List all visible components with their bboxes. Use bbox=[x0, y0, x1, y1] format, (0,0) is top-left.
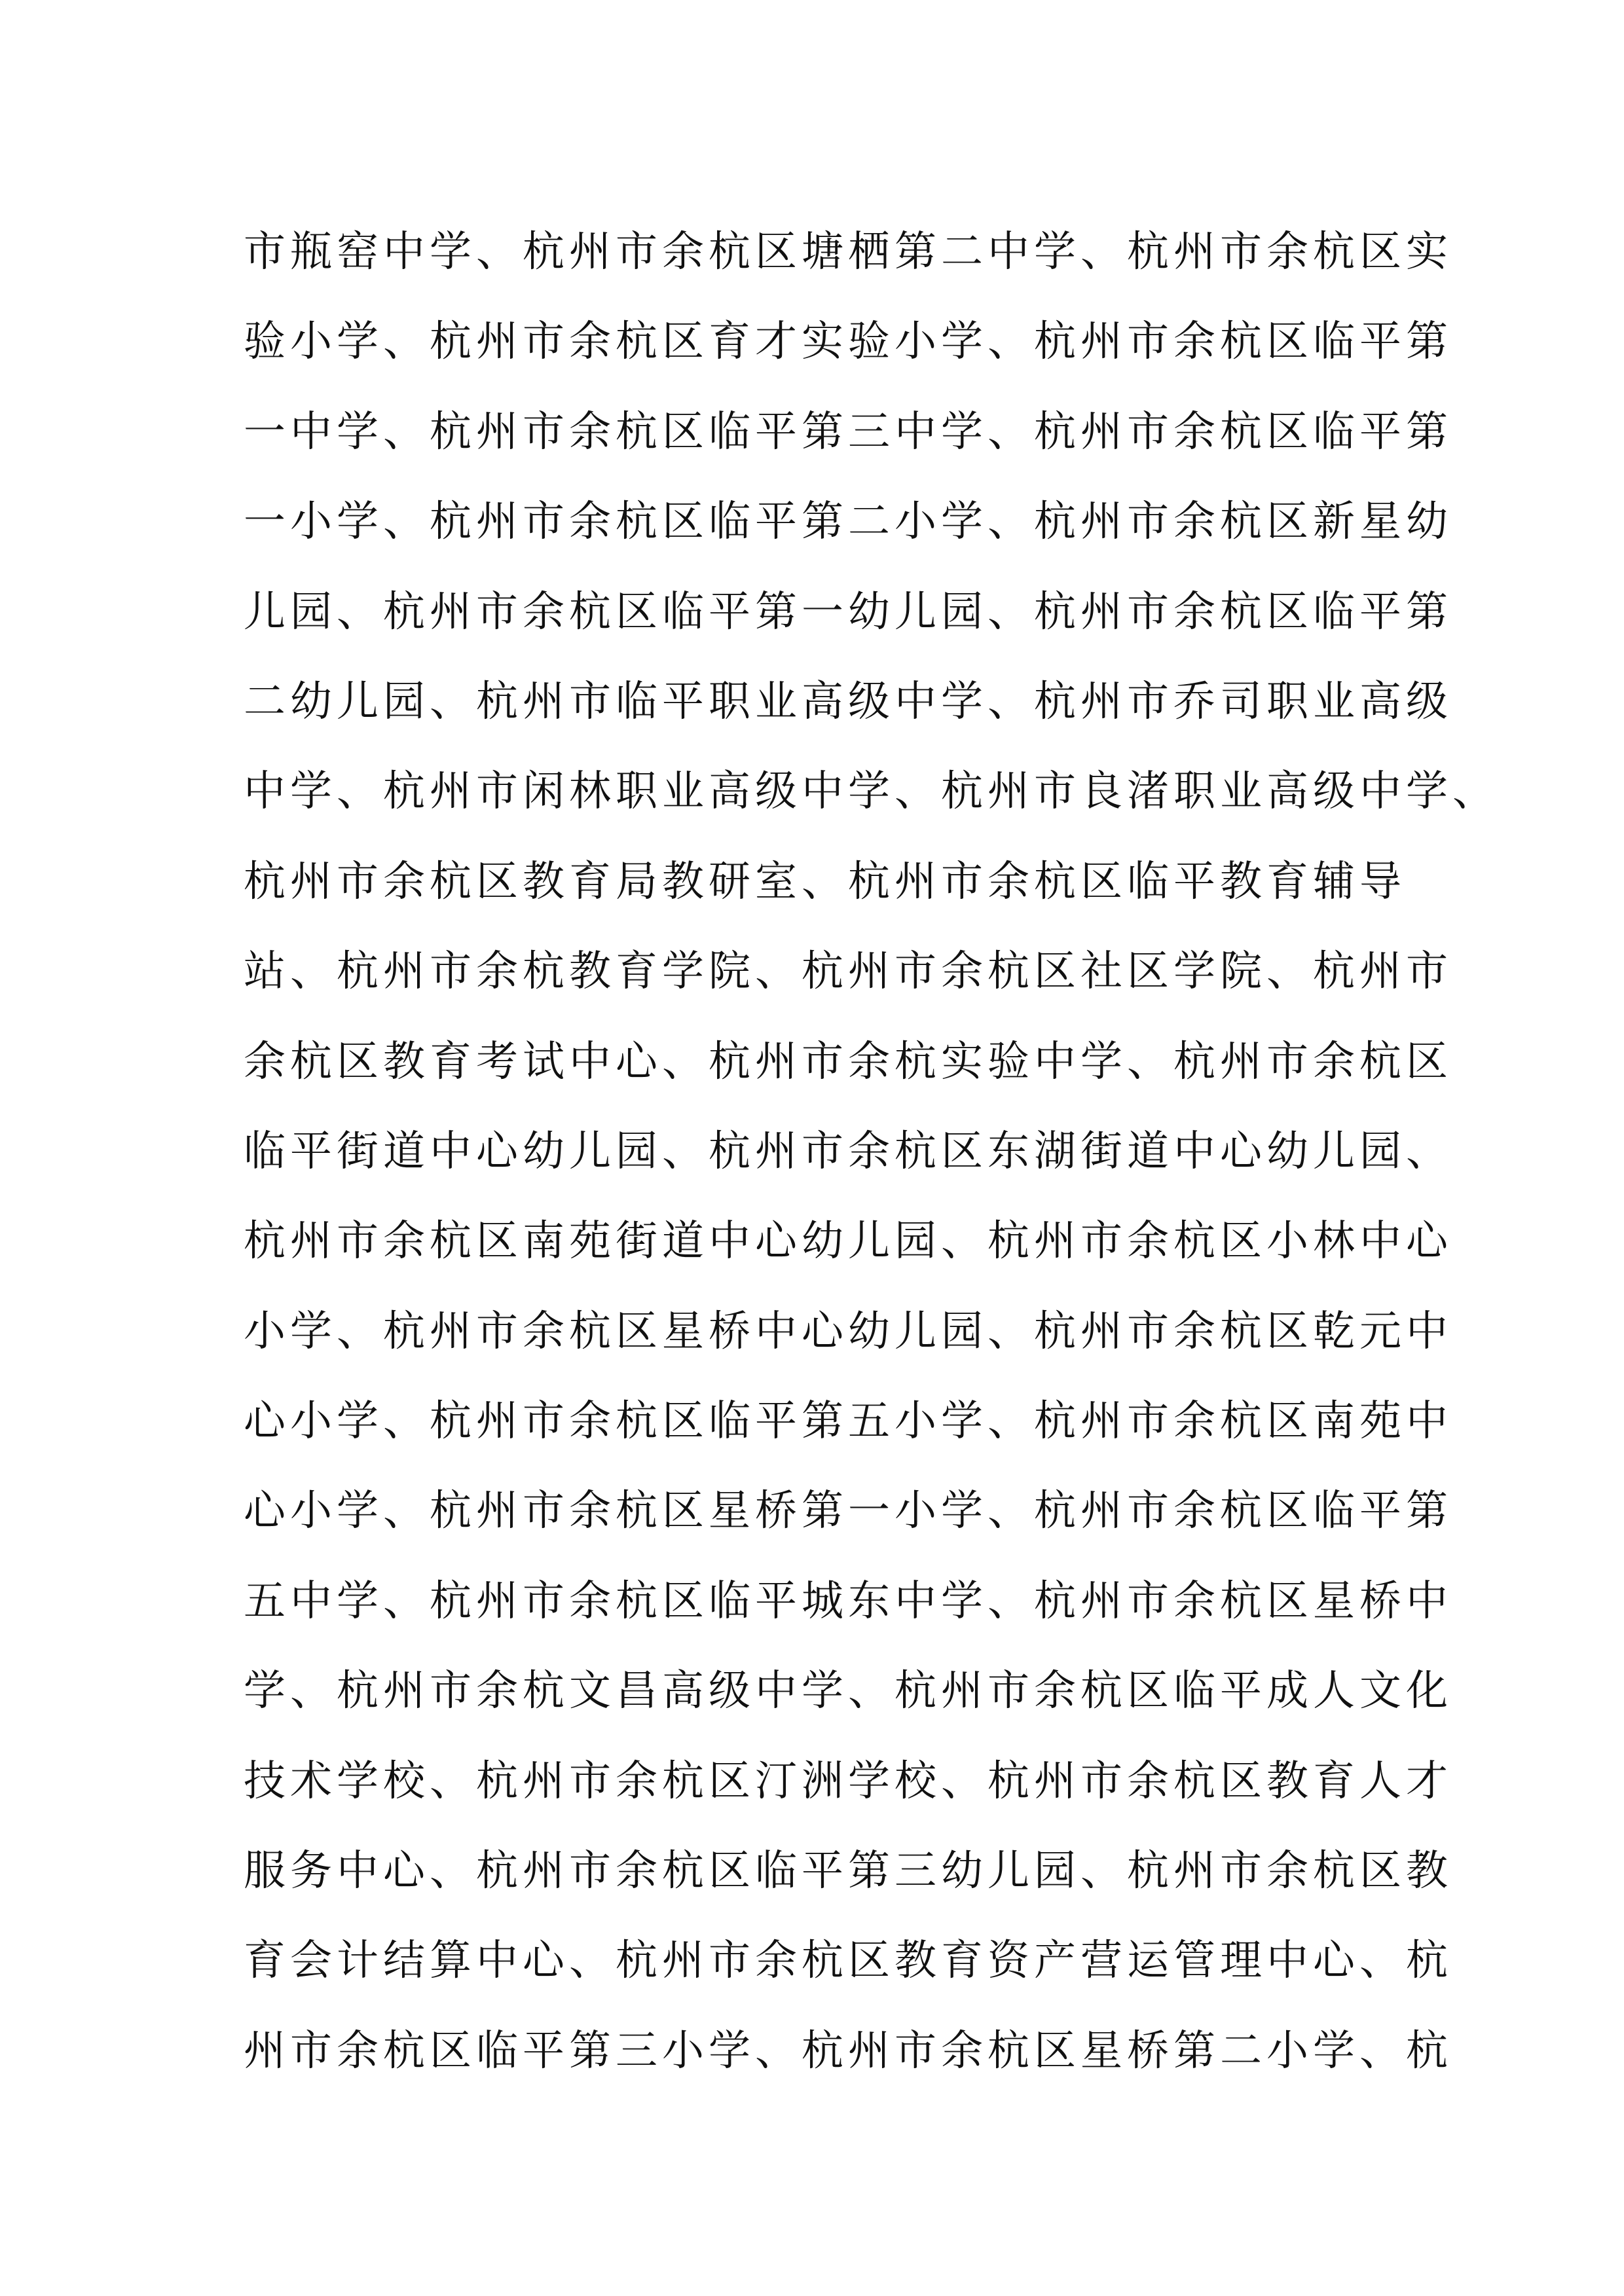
body-text bbox=[244, 208, 1499, 2096]
text-line: 学、杭州市余杭文昌高级中学、杭州市余杭区临平成人文化 bbox=[244, 1667, 1452, 1716]
text-line: 杭州市余杭区教育局教研室、杭州市余杭区临平教育辅导 bbox=[244, 857, 1406, 906]
text-line: 技术学校、杭州市余杭区汀洲学校、杭州市余杭区教育人才 bbox=[244, 1757, 1452, 1806]
text-line: 验小学、杭州市余杭区育才实验小学、杭州市余杭区临平第 bbox=[244, 318, 1452, 367]
text-line: 一小学、杭州市余杭区临平第二小学、杭州市余杭区新星幼 bbox=[244, 498, 1452, 547]
text-line: 余杭区教育考试中心、杭州市余杭实验中学、杭州市余杭区 bbox=[244, 1037, 1452, 1086]
text-line: 小学、杭州市余杭区星桥中心幼儿园、杭州市余杭区乾元中 bbox=[244, 1307, 1452, 1356]
text-line: 杭州市余杭区南苑街道中心幼儿园、杭州市余杭区小林中心 bbox=[244, 1217, 1452, 1266]
text-line: 二幼儿园、杭州市临平职业高级中学、杭州市乔司职业高级 bbox=[244, 677, 1452, 726]
text-line: 一中学、杭州市余杭区临平第三中学、杭州市余杭区临平第 bbox=[244, 407, 1452, 456]
text-line: 站、杭州市余杭教育学院、杭州市余杭区社区学院、杭州市 bbox=[244, 947, 1452, 996]
text-line: 市瓶窑中学、杭州市余杭区塘栖第二中学、杭州市余杭区实 bbox=[244, 228, 1452, 276]
text-line: 五中学、杭州市余杭区临平城东中学、杭州市余杭区星桥中 bbox=[244, 1576, 1452, 1626]
text-line: 服务中心、杭州市余杭区临平第三幼儿园、杭州市余杭区教 bbox=[244, 1847, 1452, 1896]
text-line: 州市余杭区临平第三小学、杭州市余杭区星桥第二小学、杭 bbox=[244, 2026, 1452, 2075]
text-line: 临平街道中心幼儿园、杭州市余杭区东湖街道中心幼儿园、 bbox=[244, 1127, 1452, 1176]
text-line: 育会计结算中心、杭州市余杭区教育资产营运管理中心、杭 bbox=[244, 1937, 1452, 1986]
text-line: 中学、杭州市闲林职业高级中学、杭州市良渚职业高级中学、 bbox=[244, 767, 1499, 816]
text-line: 心小学、杭州市余杭区临平第五小学、杭州市余杭区南苑中 bbox=[244, 1397, 1452, 1446]
text-line: 心小学、杭州市余杭区星桥第一小学、杭州市余杭区临平第 bbox=[244, 1487, 1452, 1536]
text-line: 儿园、杭州市余杭区临平第一幼儿园、杭州市余杭区临平第 bbox=[244, 587, 1452, 636]
